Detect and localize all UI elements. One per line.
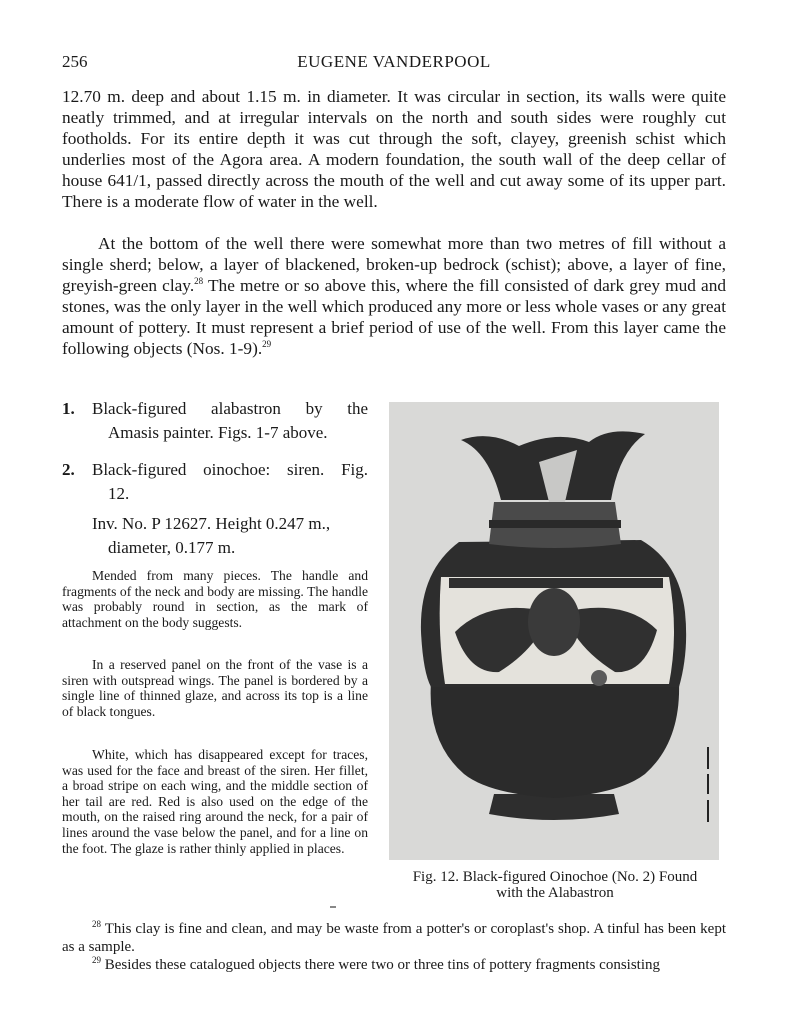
scale-bar-segment <box>707 774 709 794</box>
footnote-29 <box>62 956 726 974</box>
catalogue-title-line-1: Black-figured alabastron by the <box>92 399 368 418</box>
paragraph-2 <box>62 234 726 359</box>
footnote-ref-28: 28 <box>194 276 204 287</box>
catalogue-title-line-1: Black-figured oinochoe: siren. Fig. <box>92 460 368 479</box>
paragraph-1: 12.70 m. deep and about 1.15 m. in diameter. It was circular in section, its walls were quite neatly trimmed, and at irregular intervals on the north and south sides were roughly cut footholds. For its entire depth it was cut through the soft, clayey, greenish schist which underlies most of the Agora area. A modern foundation, the south wall of the deep cellar of house 641/1, passed directly across the mouth of the well and cut away some of its upper part. There is a moderate flow of water in the well. <box>62 87 726 211</box>
figure-12-photo <box>389 402 719 860</box>
siren-body <box>528 588 580 656</box>
footnote-separator <box>330 906 336 908</box>
description-paragraph-1: Mended from many pieces. The handle and fragments of the neck and body are missing. The handle was probably round in section, as the mark of attachment on the body suggests. <box>62 568 368 630</box>
footnote-text: Besides these catalogued objects there were two or three tins of pottery fragments consisting <box>101 957 660 973</box>
inventory-info <box>92 512 368 560</box>
scale-bar-segment <box>707 747 709 769</box>
paragraph-2-part-2: The metre or so above this, where the fill consisted of dark grey mud and stones, was the only layer in the well which produced any more or less whole vases or any great amount of pottery. It must represent a brief period of use of the well. From this layer came the following objects (Nos. 1-9). <box>62 275 727 358</box>
header-title: EUGENE VANDERPOOL <box>297 52 491 71</box>
figure-caption <box>380 869 730 901</box>
tongue-band <box>449 578 663 588</box>
catalogue-title-line-2: 12. <box>108 484 130 503</box>
inventory-line-1: Inv. No. P 12627. Height 0.247 m., <box>92 514 331 533</box>
running-head <box>62 52 726 74</box>
catalogue-number: 2. <box>62 460 75 479</box>
catalogue-title-line-2: Amasis painter. Figs. 1-7 above. <box>108 423 328 442</box>
footnote-text: This clay is fine and clean, and may be waste from a potter's or coroplast's shop. A tinful has been kept as a sample. <box>62 921 726 955</box>
footnote-mark: 28 <box>92 919 101 929</box>
description-paragraph-3: White, which has disappeared except for traces, was used for the face and breast of the siren. Her fillet, a broad stripe on each wing, and the middle section of her tail are red. Red is also used on the edge of the mouth, on the raised ring around the neck, for a pair of lines around the vase below the panel, and for a line on the foot. The glaze is rather thinly applied in places. <box>62 747 368 856</box>
description-paragraph-2: In a reserved panel on the front of the vase is a siren with outspread wings. The panel is bordered by a single line of thinned glaze, and across its top is a line of black tongues. <box>62 657 368 719</box>
oinochoe-image <box>389 402 719 860</box>
catalogue-title <box>92 397 368 445</box>
footnote-ref-29: 29 <box>262 338 272 349</box>
paragraph-2-part-1: At the bottom of the well there were somewhat more than two metres of fill without a single sherd; below, a layer of blackened, broken-up bedrock (schist); above, a layer of fine, greyish-green clay. <box>62 234 726 295</box>
inventory-line-2: diameter, 0.177 m. <box>108 538 236 557</box>
caption-line-2: with the Alabastron <box>496 885 614 901</box>
catalogue-title <box>92 458 368 506</box>
catalogue-item-2 <box>62 458 368 506</box>
rosette <box>591 670 607 686</box>
footnote-mark: 29 <box>92 955 101 965</box>
neck-ring <box>489 520 621 528</box>
caption-line-1: Fig. 12. Black-figured Oinochoe (No. 2) Found <box>412 869 698 885</box>
catalogue-item-1 <box>62 397 368 445</box>
page-number: 256 <box>62 52 88 71</box>
catalogue-number: 1. <box>62 399 75 418</box>
footnote-28 <box>62 920 726 956</box>
scale-bar-segment <box>707 800 709 822</box>
